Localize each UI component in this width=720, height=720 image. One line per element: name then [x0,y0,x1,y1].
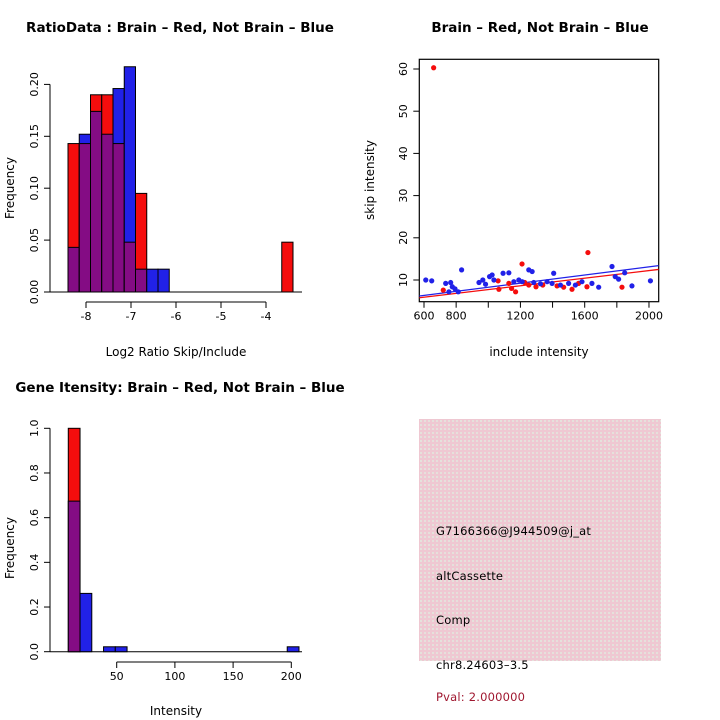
y-tick-label: 10 [397,273,410,287]
splice-type-text: altCassette [436,569,504,583]
data-point [506,270,511,275]
data-point [648,278,653,283]
data-point [483,282,488,287]
data-point [490,272,495,277]
x-tick-label: 50 [109,670,124,683]
data-point [520,279,525,284]
x-tick-label: 200 [280,670,302,683]
data-point [589,281,594,286]
y-tick-label: 0.2 [28,598,41,616]
data-point [551,271,556,276]
data-point [526,282,531,287]
data-point [609,264,614,269]
hist-bar [115,647,127,652]
x-tick-label: -8 [80,310,92,323]
data-point [616,277,621,282]
data-point [506,281,511,286]
x-tick-label: 1600 [570,309,599,323]
x-tick-label: 2000 [634,309,663,323]
gene-histogram-ylabel: Frequency [3,517,17,579]
ratio-histogram-plot [0,0,360,360]
hist-bar-overlap [68,247,79,292]
data-point [491,277,496,282]
annotation-box [419,419,661,704]
hist-bar [158,269,169,292]
data-point [619,285,624,290]
ratio-histogram-title: RatioData : Brain – Red, Not Brain – Blue [26,20,334,36]
data-point [573,282,578,287]
hist-bar-overlap [124,242,135,292]
fit-lines [419,266,658,298]
y-tick-label: 0.10 [28,175,41,201]
data-point [513,289,518,294]
locus-text: chr8.24603–3.5 [436,658,529,672]
ratio-histogram-bars [68,67,293,292]
ratio-histogram-xlabel: Log2 Ratio Skip/Include [105,345,247,359]
hist-bar-overlap [113,144,124,292]
data-point [538,281,543,286]
pval-text: Pval: 2.000000 [436,690,526,704]
x-tick-label: -7 [125,310,137,323]
probe-id-text: G7166366@J944509@j_at [436,524,592,538]
ratio-histogram-ylabel: Frequency [3,157,17,219]
intensity-scatter-xlabel: include intensity [489,345,589,359]
y-tick-label: 0.8 [28,464,41,482]
hist-bar [147,269,158,292]
gene-histogram-xlabel: Intensity [149,704,203,718]
data-point [423,277,428,282]
y-tick-label: 30 [397,188,410,203]
data-point [584,284,589,289]
panel-gene-histogram [0,360,360,720]
x-tick-label: 150 [222,670,244,683]
data-point [429,278,434,283]
hist-bar-overlap [102,134,113,292]
data-point [496,287,501,292]
y-tick-label: 20 [397,230,410,245]
y-tick-label: 0.6 [28,508,41,527]
blue-fit-line [419,266,658,296]
intensity-scatter-ylabel: skip intensity [363,140,377,220]
data-point [509,286,514,291]
panel-info [360,360,720,720]
data-point [549,281,554,286]
x-tick-label: -6 [170,310,182,323]
y-tick-label: 60 [397,62,410,76]
data-point [519,261,524,266]
data-point [569,287,574,292]
hist-bar-overlap [136,269,147,292]
y-tick-label: 0.0 [28,642,41,661]
series-not-brain [423,264,653,295]
data-point [456,289,461,294]
data-point [441,288,446,293]
y-tick-label: 1.0 [28,419,41,438]
series-brain [431,65,625,294]
data-point [629,283,634,288]
hist-bar-overlap [79,144,90,292]
data-point [596,285,601,290]
data-point [558,282,563,287]
hist-bar-overlap [91,111,102,292]
hist-bar [282,242,293,292]
y-tick-label: 0.4 [28,553,41,572]
plot-box [419,59,658,301]
data-point [531,280,536,285]
hist-bar-overlap [68,501,80,652]
data-point [530,269,535,274]
data-point [446,289,451,294]
data-point [566,281,571,286]
hist-bar [80,593,92,651]
y-tick-label: 40 [397,146,410,161]
intensity-scatter-title: Brain – Red, Not Brain – Blue [431,20,649,36]
x-tick-label: -5 [215,310,227,323]
gene-histogram-bars [68,428,299,651]
x-tick-label: 100 [164,670,186,683]
panel-ratio-histogram [0,0,360,360]
hist-bar [287,647,299,652]
data-point [443,281,448,286]
intensity-scatter-plot [360,0,720,360]
gene-histogram-plot [0,360,360,720]
y-tick-label: 0.15 [28,124,41,149]
data-point [511,279,516,284]
y-tick-label: 0.20 [28,72,41,97]
x-tick-label: 1200 [506,309,535,323]
data-point [585,250,590,255]
data-point [500,271,505,276]
y-tick-label: 0.05 [28,227,41,253]
hist-bar [104,647,116,652]
x-tick-label: 600 [413,309,435,323]
x-tick-label: -4 [260,310,272,323]
y-tick-label: 50 [397,104,410,119]
comparison-text: Comp [436,613,471,627]
data-point [544,279,549,284]
gene-histogram-title: Gene Itensity: Brain – Red, Not Brain – Blue [15,380,345,396]
data-point [459,267,464,272]
data-point [579,279,584,284]
panel-intensity-scatter [360,0,720,360]
data-point [622,270,627,275]
x-tick-label: 800 [445,309,467,323]
data-point [431,65,436,70]
y-tick-label: 0.00 [28,279,41,305]
